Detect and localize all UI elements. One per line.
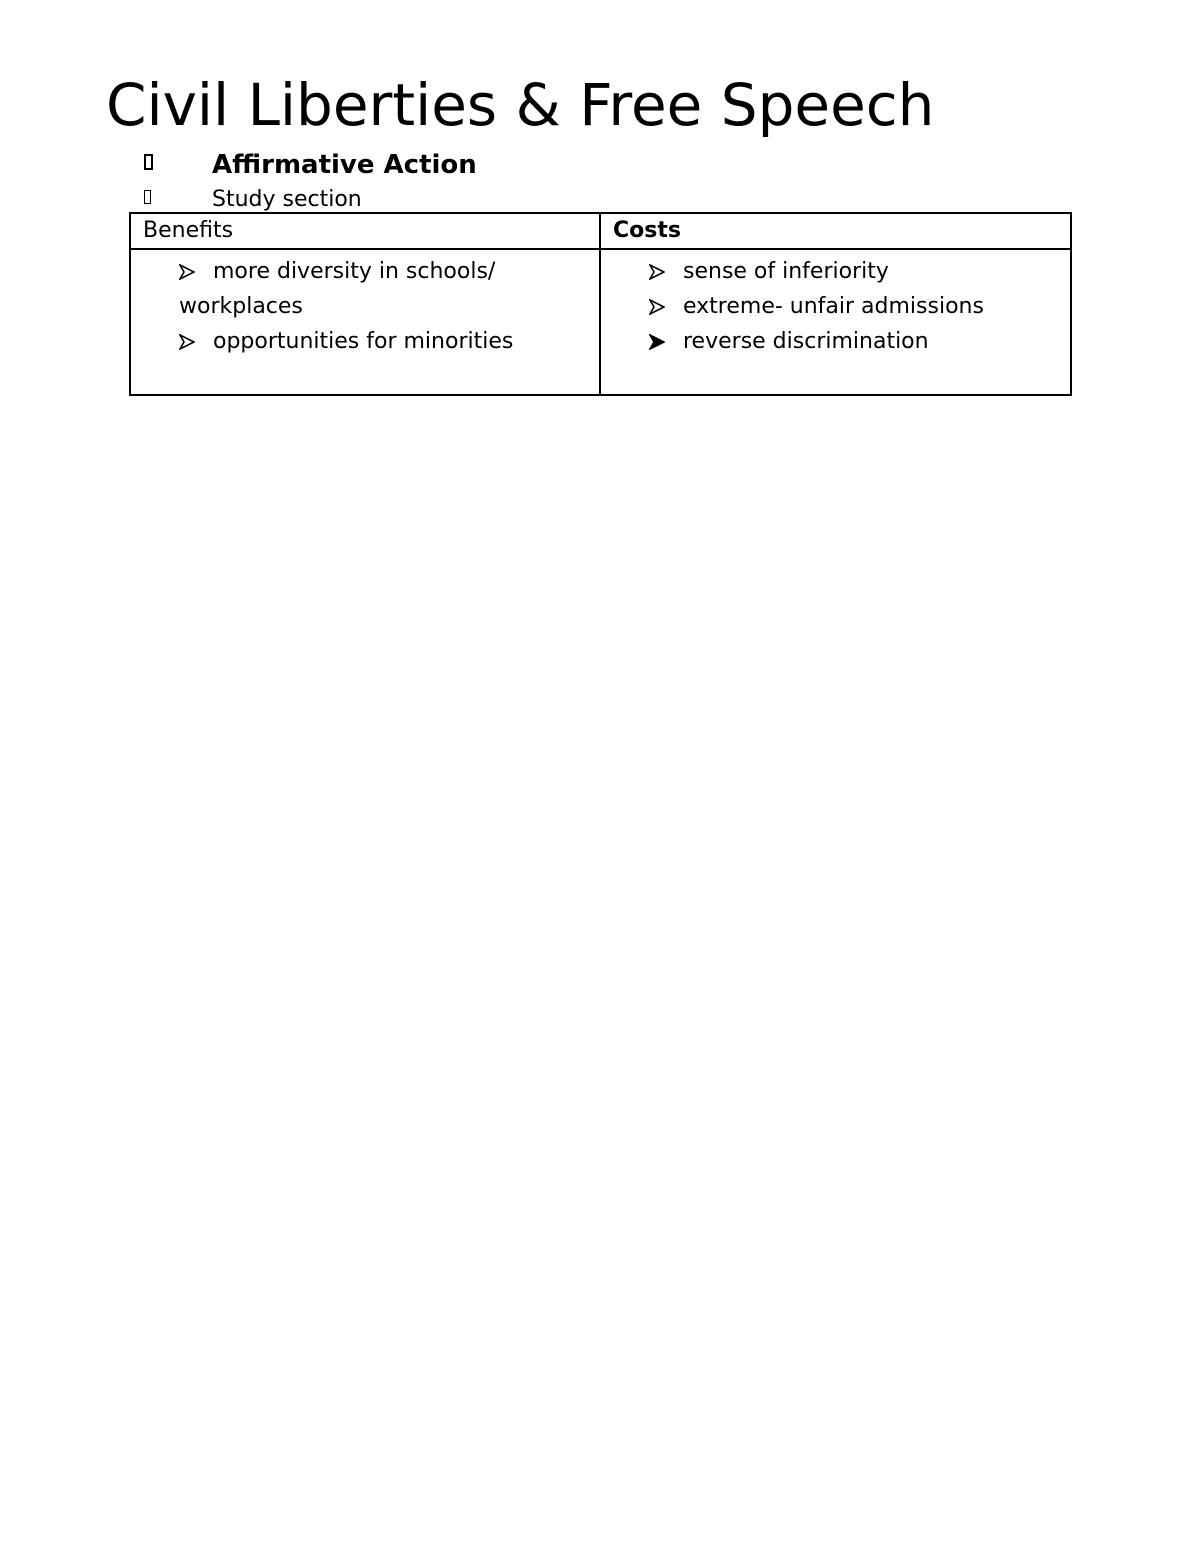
square-bullet-icon [144,190,151,204]
arrowhead-bullet-icon [179,334,195,350]
square-bullet-icon [144,154,153,170]
page-title: Civil Liberties & Free Speech [106,71,935,139]
cost-text: sense of inferiority [683,259,889,284]
benefit-text: opportunities for minorities [213,329,514,354]
benefit-text: more diversity in schools/ workplaces [179,259,496,319]
list-item [179,254,599,324]
arrowhead-bullet-icon [179,264,195,280]
list-item [649,254,1070,289]
cost-text: reverse discrimination [683,329,929,354]
arrowhead-bullet-icon [649,264,665,280]
benefits-list [131,254,599,359]
table-row [130,249,1071,395]
benefits-header: Benefits [130,213,600,249]
list-item [649,289,1070,324]
list-item [649,324,1070,359]
costs-list [601,254,1070,359]
list-item [179,324,599,359]
benefits-costs-table [129,212,1072,396]
table-header-row [130,213,1071,249]
benefits-cell [130,249,600,395]
sub-bullet-text: Study section [212,187,362,212]
arrowhead-bullet-icon [649,299,665,315]
cost-text: extreme- unfair admissions [683,294,984,319]
heading-bullet-text: Affirmative Action [212,150,477,180]
costs-header: Costs [600,213,1071,249]
arrowhead-bullet-icon [649,334,665,350]
costs-cell [600,249,1071,395]
